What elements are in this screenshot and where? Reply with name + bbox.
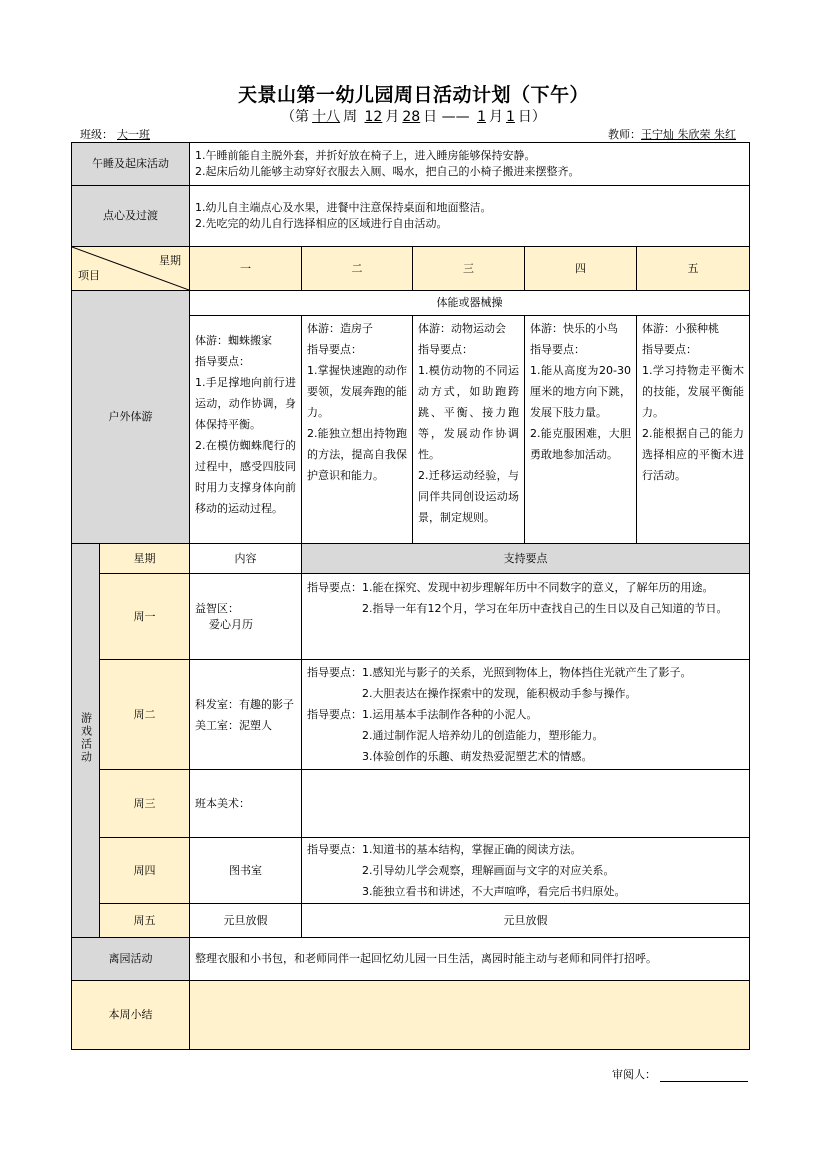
month-label-2: 月 bbox=[489, 109, 503, 125]
nap-row bbox=[72, 143, 750, 186]
guide-label: 指导要点： bbox=[307, 843, 362, 856]
games-header-row bbox=[72, 544, 750, 574]
day-header-fri: 五 bbox=[637, 247, 750, 291]
guide-item: 1.感知光与影子的关系，光照到物体上，物体挡住光就产生了影子。 bbox=[362, 666, 692, 679]
snack-text: 1.幼儿自主端点心及水果，进餐中注意保持桌面和地面整洁。 2.先吃完的幼儿自行选择相应的区域进行自由活动。 bbox=[190, 186, 750, 247]
outdoor-game-thu: 体游：快乐的小鸟 指导要点： 1.能从高度为20-30厘米的地方向下跳，发展下肢力量。 2.能克服困难，大胆勇敢地参加活动。 bbox=[525, 316, 637, 544]
reviewer-signature bbox=[612, 1066, 748, 1082]
games-row-tue bbox=[72, 660, 750, 770]
games-support-fri: 元旦放假 bbox=[302, 904, 750, 938]
outdoor-game-fri: 体游：小猴种桃 指导要点： 1.学习持物走平衡木的技能，发展平衡能力。 2.能根据自己的能力选择相应的平衡木进行活动。 bbox=[637, 316, 750, 544]
guide-item: 3.能独立看书和讲述，不大声喧哗，看完后书归原处。 bbox=[362, 885, 626, 898]
summary-label: 本周小结 bbox=[72, 981, 190, 1050]
guide-item: 2.指导一年有12个月，学习在年历中查找自己的生日以及自己知道的节日。 bbox=[362, 602, 728, 615]
outdoor-label: 户外体游 bbox=[72, 291, 190, 544]
games-label-cell bbox=[72, 544, 100, 938]
snack-label: 点心及过渡 bbox=[72, 186, 190, 247]
start-month: 12 bbox=[364, 109, 383, 125]
games-content-tue: 科发室：有趣的影子 美工室：泥塑人 bbox=[190, 660, 302, 770]
games-row-fri bbox=[72, 904, 750, 938]
guide-item: 1.运用基本手法制作各种的小泥人。 bbox=[362, 708, 538, 721]
nap-label: 午睡及起床活动 bbox=[72, 143, 190, 186]
day-header-tue: 二 bbox=[302, 247, 413, 291]
outdoor-game-wed: 体游：动物运动会 指导要点： 1.模仿动物的不同运动方式，如助跑跨跳、平衡、接力跑等，发展动作协调性。 2.迁移运动经验，与同伴共同创设运动场景，制定规则。 bbox=[413, 316, 525, 544]
games-row-thu bbox=[72, 838, 750, 904]
page-title: 天景山第一幼儿园周日活动计划（下午） bbox=[237, 84, 589, 106]
guide-block bbox=[307, 662, 744, 704]
subtitle-suffix: 日） bbox=[517, 109, 546, 125]
guide-item: 1.知道书的基本结构，掌握正确的阅读方法。 bbox=[362, 843, 582, 856]
games-day-thu: 周四 bbox=[100, 838, 190, 904]
games-support-wed bbox=[302, 770, 750, 838]
teacher-value: 王宁灿 朱欣荣 朱红 bbox=[641, 128, 736, 141]
corner-cell bbox=[72, 247, 190, 291]
summary-text[interactable] bbox=[190, 981, 750, 1050]
games-day-wed: 周三 bbox=[100, 770, 190, 838]
outdoor-subheader: 体能或器械操 bbox=[190, 291, 750, 316]
games-support-thu bbox=[302, 838, 750, 904]
range-separator: —— bbox=[441, 109, 470, 125]
games-day-mon: 周一 bbox=[100, 574, 190, 660]
activity-plan-table bbox=[71, 142, 750, 1050]
games-col-support: 支持要点 bbox=[302, 544, 750, 574]
reviewer-label: 审阅人： bbox=[612, 1068, 656, 1081]
departure-row bbox=[72, 938, 750, 981]
guide-label: 指导要点： bbox=[307, 581, 362, 594]
end-month: 1 bbox=[477, 109, 486, 125]
class-value: 大一班 bbox=[117, 128, 150, 141]
guide-item: 2.大胆表达在操作探索中的发现，能积极动手参与操作。 bbox=[362, 687, 637, 700]
departure-text: 整理衣服和小书包，和老师同伴一起回忆幼儿园一日生活，离园时能主动与老师和同伴打招呼。 bbox=[190, 938, 750, 981]
guide-label: 指导要点： bbox=[307, 708, 362, 721]
guide-item: 2.通过制作泥人培养幼儿的创造能力，塑形能力。 bbox=[362, 729, 604, 742]
guide-item: 2.引导幼儿学会观察，理解画面与文字的对应关系。 bbox=[362, 864, 615, 877]
day-label: 日 bbox=[423, 109, 438, 125]
nap-text: 1.午睡前能自主脱外套，并折好放在椅子上，进入睡房能够保持安静。 2.起床后幼儿能够主动穿好衣服去入厕、喝水，把自己的小椅子搬进来摆整齐。 bbox=[190, 143, 750, 186]
guide-item: 1.能在探究、发现中初步理解年历中不同数字的意义，了解年历的用途。 bbox=[362, 581, 714, 594]
class-info bbox=[80, 126, 197, 142]
games-content-wed: 班本美术： bbox=[190, 770, 302, 838]
week-label: 周 bbox=[343, 109, 358, 125]
games-content-thu: 图书室 bbox=[190, 838, 302, 904]
day-header-mon: 一 bbox=[190, 247, 302, 291]
games-day-fri: 周五 bbox=[100, 904, 190, 938]
guide-block bbox=[307, 704, 744, 767]
games-label: 游戏活动 bbox=[79, 712, 93, 764]
summary-row bbox=[72, 981, 750, 1050]
departure-label: 离园活动 bbox=[72, 938, 190, 981]
guide-block bbox=[307, 839, 744, 902]
reviewer-signature-line[interactable] bbox=[660, 1069, 748, 1082]
games-content-mon: 益智区： 爱心月历 bbox=[190, 574, 302, 660]
outdoor-game-mon: 体游：蜘蛛搬家 指导要点： 1.手足撑地向前行进运动，动作协调，身体保持平衡。 2.在模仿蜘蛛爬行的过程中，感受四肢同时用力支撑身体向前移动的运动过程。 bbox=[190, 316, 302, 544]
class-label: 班级： bbox=[80, 128, 113, 141]
end-day: 1 bbox=[506, 109, 515, 125]
date-range bbox=[0, 106, 827, 126]
subtitle-prefix: （第 bbox=[281, 109, 310, 125]
week-number: 十八 bbox=[312, 109, 341, 125]
guide-item: 3.体验创作的乐趣、萌发热爱泥塑艺术的情感。 bbox=[362, 750, 593, 763]
start-day: 28 bbox=[402, 109, 421, 125]
guide-block bbox=[307, 577, 744, 619]
outdoor-game-tue: 体游：造房子 指导要点： 1.掌握快速跑的动作要领，发展奔跑的能力。 2.能独立想出持物跑的方法，提高自我保护意识和能力。 bbox=[302, 316, 413, 544]
corner-weekday-label: 星期 bbox=[159, 254, 181, 267]
day-header-wed: 三 bbox=[413, 247, 525, 291]
games-col-day: 星期 bbox=[100, 544, 190, 574]
day-header-thu: 四 bbox=[525, 247, 637, 291]
games-support-tue bbox=[302, 660, 750, 770]
games-row-mon bbox=[72, 574, 750, 660]
games-col-content: 内容 bbox=[190, 544, 302, 574]
outdoor-subheader-row bbox=[72, 291, 750, 316]
games-content-fri: 元旦放假 bbox=[190, 904, 302, 938]
month-label: 月 bbox=[385, 109, 400, 125]
teacher-label: 教师： bbox=[608, 128, 641, 141]
teacher-info bbox=[608, 126, 736, 142]
games-day-tue: 周二 bbox=[100, 660, 190, 770]
snack-row bbox=[72, 186, 750, 247]
games-row-wed bbox=[72, 770, 750, 838]
corner-item-label: 项目 bbox=[78, 269, 100, 282]
guide-label: 指导要点： bbox=[307, 666, 362, 679]
week-header-row bbox=[72, 247, 750, 291]
games-support-mon bbox=[302, 574, 750, 660]
